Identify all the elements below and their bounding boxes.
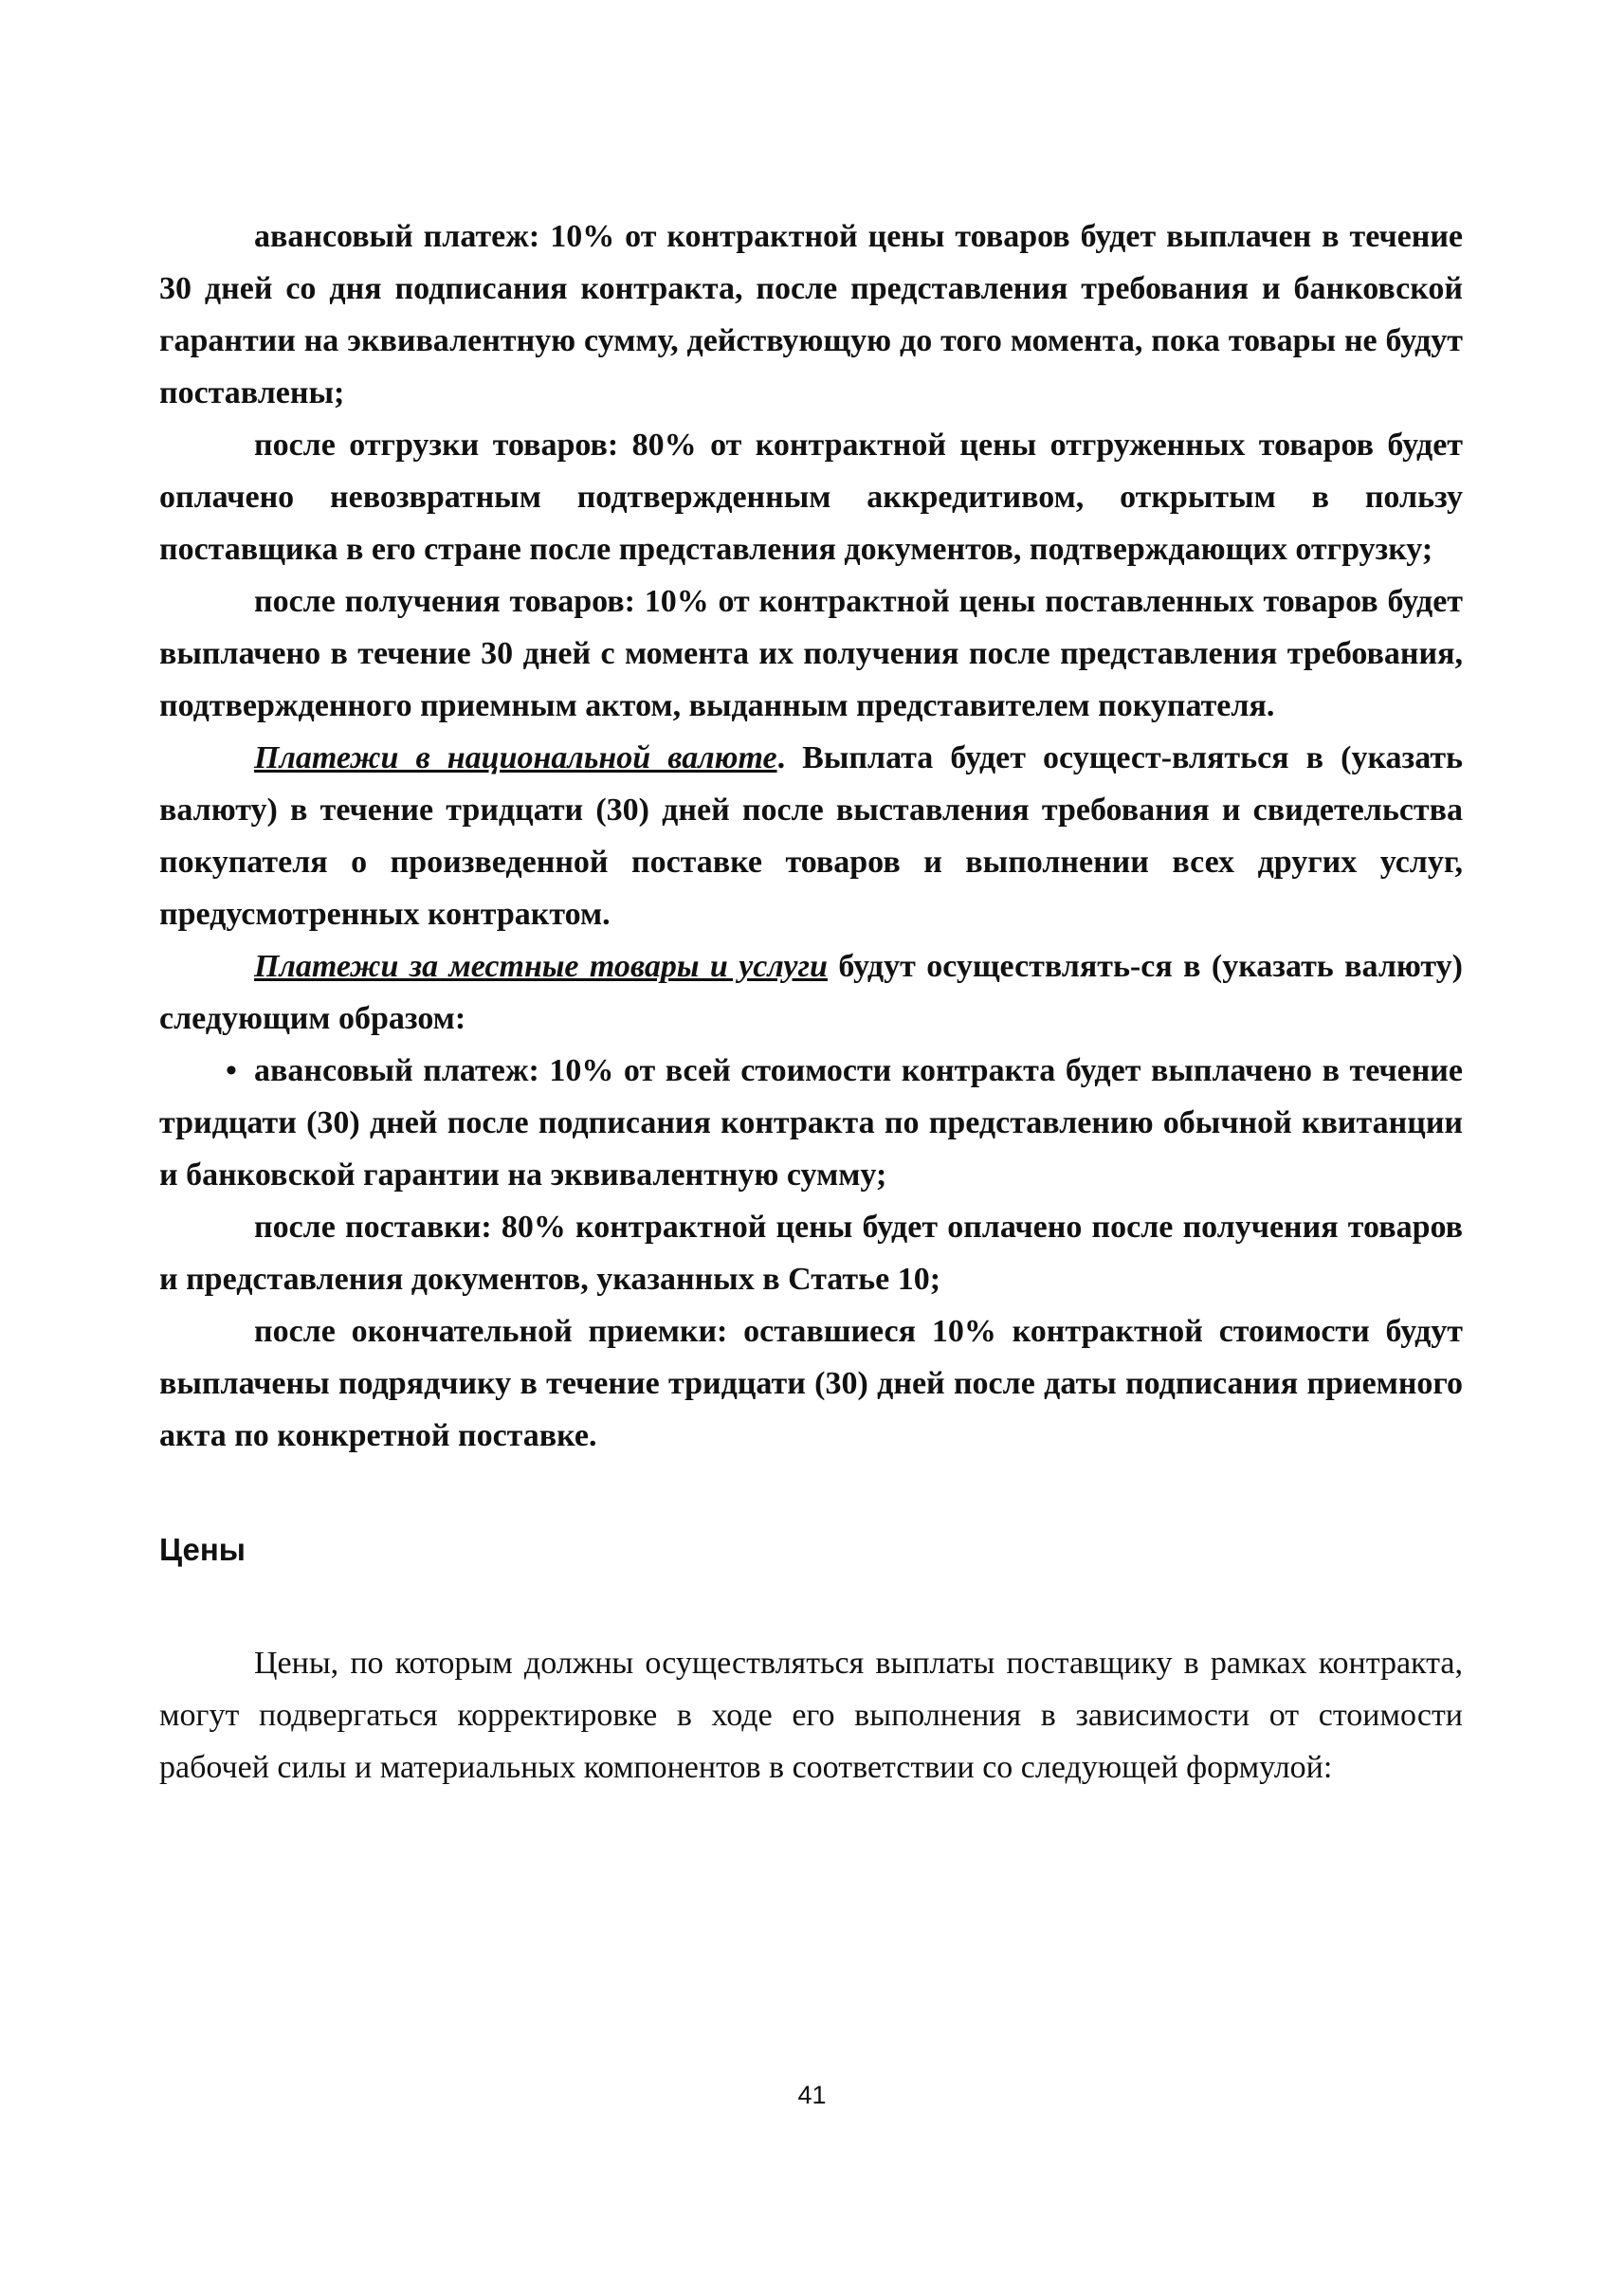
payment-terms-block bbox=[159, 210, 1463, 1462]
after-shipment-paragraph: после отгрузки товаров: 80% от контрактной цены отгруженных товаров будет оплачено невозвратным подтвержденным аккредитивом, открытым в пользу поставщика в его стране после представления документов, подтверждающих отгрузку; bbox=[159, 428, 1463, 567]
final-acceptance-paragraph: после окончательной приемки: оставшиеся 10% контрактной стоимости будут выплачены подрядчику в течение тридцати (30) дней после даты подписания приемного акта по конкретной поставке. bbox=[159, 1314, 1463, 1453]
after-receipt-paragraph: после получения товаров: 10% от контрактной цены поставленных товаров будет выплачено в течение 30 дней с момента их получения после представления требования, подтвержденного приемным актом, выданным представителем покупателя. bbox=[159, 584, 1463, 723]
local-advance-paragraph bbox=[159, 1045, 1463, 1201]
local-advance-text: авансовый платеж: 10% от всей стоимости контракта будет выплачено в течение тридцати (30) дней после подписания контракта по представлению обычной квитанции и банковской гарантии на эквивалентную сумму; bbox=[159, 1053, 1463, 1193]
national-currency-heading: Платежи в национальной валюте bbox=[254, 740, 777, 775]
national-currency-paragraph bbox=[159, 732, 1463, 940]
local-goods-heading: Платежи за местные товары и услуги bbox=[254, 949, 828, 984]
national-currency-text: . Выплата будет осущест-вляться в (указать валюту) в течение тридцати (30) дней после выставления требования и свидетельства покупателя о произведенной поставке товаров и выполнении всех других услуг, предусмотренных контрактом. bbox=[159, 740, 1463, 932]
section-title-prices: Цены bbox=[159, 1532, 246, 1567]
local-goods-text: будут осуществлять-ся в (указать валюту) следующим образом: bbox=[159, 949, 1464, 1036]
after-delivery-paragraph: после поставки: 80% контрактной цены будет оплачено после получения товаров и представления документов, указанных в Статье 10; bbox=[159, 1210, 1463, 1297]
page-number: 41 bbox=[797, 2081, 827, 2109]
bullet-icon: • bbox=[226, 1053, 237, 1088]
local-goods-paragraph bbox=[159, 940, 1463, 1045]
advance-payment-paragraph: авансовый платеж: 10% от контрактной цены товаров будет выплачен в течение 30 дней со дня подписания контракта, после представления требования и банковской гарантии на эквивалентную сумму, действующую до того момента, пока товары не будут поставлены; bbox=[159, 219, 1463, 410]
prices-paragraph: Цены, по которым должны осуществляться выплаты поставщику в рамках контракта, могут подвергаться корректировке в ходе его выполнения в зависимости от стоимости рабочей силы и материальных компонентов в соответствии со следующей формулой: bbox=[159, 1646, 1463, 1785]
